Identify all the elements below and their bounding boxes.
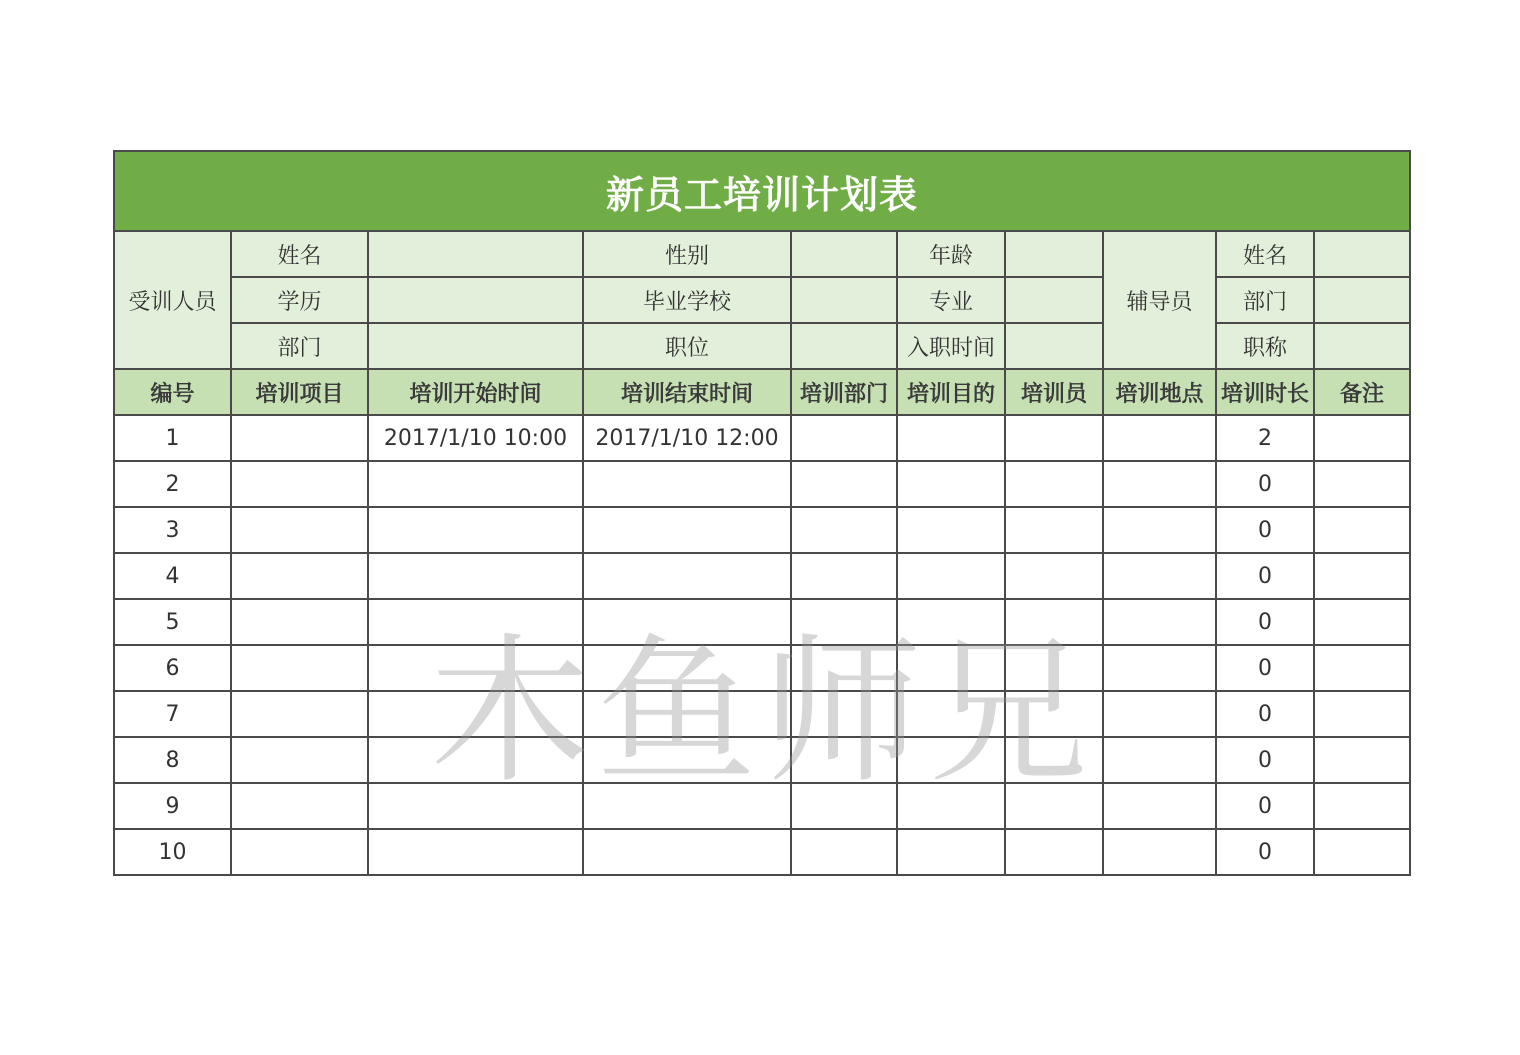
table-cell[interactable] xyxy=(1005,645,1103,691)
table-cell[interactable] xyxy=(1005,461,1103,507)
table-cell[interactable] xyxy=(1314,829,1410,875)
table-cell[interactable] xyxy=(583,553,791,599)
column-header: 编号 xyxy=(114,369,231,415)
table-cell[interactable]: 0 xyxy=(1216,507,1314,553)
table-cell[interactable] xyxy=(583,599,791,645)
table-cell[interactable] xyxy=(897,507,1005,553)
table-cell[interactable] xyxy=(1005,737,1103,783)
trainee-age-value[interactable] xyxy=(1005,231,1103,277)
table-cell[interactable] xyxy=(368,645,583,691)
table-cell[interactable] xyxy=(583,507,791,553)
table-cell[interactable]: 0 xyxy=(1216,599,1314,645)
trainee-group-label: 受训人员 xyxy=(114,231,231,369)
table-cell[interactable] xyxy=(1005,599,1103,645)
table-cell[interactable] xyxy=(1005,415,1103,461)
mentor-title-value[interactable] xyxy=(1314,323,1410,369)
mentor-department-value[interactable] xyxy=(1314,277,1410,323)
table-cell[interactable] xyxy=(897,691,1005,737)
table-cell[interactable] xyxy=(1005,691,1103,737)
table-cell[interactable]: 0 xyxy=(1216,783,1314,829)
table-cell[interactable] xyxy=(897,783,1005,829)
table-cell[interactable]: 5 xyxy=(114,599,231,645)
table-cell[interactable] xyxy=(897,553,1005,599)
table-cell[interactable] xyxy=(791,599,897,645)
table-cell[interactable] xyxy=(791,737,897,783)
trainee-gender-label: 性别 xyxy=(583,231,791,277)
column-header: 培训时长 xyxy=(1216,369,1314,415)
trainee-gender-value[interactable] xyxy=(791,231,897,277)
table-cell[interactable] xyxy=(1103,553,1216,599)
table-cell[interactable] xyxy=(897,737,1005,783)
trainee-hire-date-label: 入职时间 xyxy=(897,323,1005,369)
table-cell[interactable] xyxy=(583,645,791,691)
table-cell[interactable] xyxy=(231,415,368,461)
table-cell[interactable] xyxy=(1103,599,1216,645)
table-cell[interactable]: 8 xyxy=(114,737,231,783)
training-plan-table xyxy=(113,150,1411,876)
trainee-department-value[interactable] xyxy=(368,323,583,369)
table-cell[interactable] xyxy=(1103,829,1216,875)
trainee-department-label: 部门 xyxy=(231,323,368,369)
table-cell[interactable] xyxy=(791,783,897,829)
table-row xyxy=(114,415,1410,461)
trainee-age-label: 年龄 xyxy=(897,231,1005,277)
table-cell[interactable] xyxy=(583,829,791,875)
table-cell[interactable] xyxy=(1005,553,1103,599)
trainee-school-label: 毕业学校 xyxy=(583,277,791,323)
table-cell[interactable] xyxy=(1314,553,1410,599)
column-header: 培训员 xyxy=(1005,369,1103,415)
table-cell[interactable] xyxy=(368,829,583,875)
table-cell[interactable]: 2017/1/10 12:00 xyxy=(583,415,791,461)
table-cell[interactable] xyxy=(1103,645,1216,691)
mentor-department-label: 部门 xyxy=(1216,277,1314,323)
trainee-major-label: 专业 xyxy=(897,277,1005,323)
table-cell[interactable]: 10 xyxy=(114,829,231,875)
table-row xyxy=(114,829,1410,875)
table-row xyxy=(114,553,1410,599)
mentor-title-label: 职称 xyxy=(1216,323,1314,369)
column-header: 培训结束时间 xyxy=(583,369,791,415)
table-cell[interactable]: 0 xyxy=(1216,553,1314,599)
table-cell[interactable] xyxy=(231,829,368,875)
info-row-3 xyxy=(114,323,1410,369)
table-cell[interactable]: 0 xyxy=(1216,691,1314,737)
column-header: 培训地点 xyxy=(1103,369,1216,415)
trainee-name-value[interactable] xyxy=(368,231,583,277)
info-row-2 xyxy=(114,277,1410,323)
table-cell[interactable] xyxy=(1103,461,1216,507)
table-cell[interactable]: 0 xyxy=(1216,829,1314,875)
table-cell[interactable]: 3 xyxy=(114,507,231,553)
table-cell[interactable] xyxy=(583,691,791,737)
table-cell[interactable] xyxy=(791,553,897,599)
table-row xyxy=(114,461,1410,507)
table-cell[interactable] xyxy=(583,737,791,783)
trainee-position-label: 职位 xyxy=(583,323,791,369)
table-cell[interactable] xyxy=(368,599,583,645)
table-cell[interactable]: 9 xyxy=(114,783,231,829)
table-cell[interactable] xyxy=(1103,691,1216,737)
table-cell[interactable] xyxy=(1314,737,1410,783)
table-cell[interactable] xyxy=(583,783,791,829)
table-row xyxy=(114,645,1410,691)
table-cell[interactable] xyxy=(1103,737,1216,783)
table-cell[interactable] xyxy=(791,461,897,507)
table-cell[interactable] xyxy=(231,783,368,829)
table-cell[interactable] xyxy=(1314,599,1410,645)
table-cell[interactable] xyxy=(791,691,897,737)
table-cell[interactable]: 4 xyxy=(114,553,231,599)
table-cell[interactable] xyxy=(231,461,368,507)
table-cell[interactable]: 0 xyxy=(1216,737,1314,783)
table-cell[interactable] xyxy=(368,507,583,553)
table-cell[interactable]: 2 xyxy=(1216,415,1314,461)
table-cell[interactable] xyxy=(368,737,583,783)
table-cell[interactable]: 6 xyxy=(114,645,231,691)
table-cell[interactable] xyxy=(1103,783,1216,829)
table-cell[interactable] xyxy=(897,415,1005,461)
table-cell[interactable] xyxy=(1314,645,1410,691)
table-row xyxy=(114,783,1410,829)
table-cell[interactable] xyxy=(368,691,583,737)
table-cell[interactable] xyxy=(231,507,368,553)
table-cell[interactable] xyxy=(583,461,791,507)
table-cell[interactable] xyxy=(368,783,583,829)
table-cell[interactable] xyxy=(1005,783,1103,829)
table-cell[interactable] xyxy=(231,599,368,645)
table-cell[interactable]: 0 xyxy=(1216,645,1314,691)
table-cell[interactable] xyxy=(368,553,583,599)
table-cell[interactable] xyxy=(791,829,897,875)
column-header: 备注 xyxy=(1314,369,1410,415)
table-cell[interactable] xyxy=(1005,507,1103,553)
table-cell[interactable] xyxy=(1314,461,1410,507)
table-cell[interactable] xyxy=(1314,783,1410,829)
trainee-hire-date-value[interactable] xyxy=(1005,323,1103,369)
table-cell[interactable] xyxy=(231,737,368,783)
table-cell[interactable] xyxy=(1314,507,1410,553)
table-cell[interactable]: 1 xyxy=(114,415,231,461)
info-row-1 xyxy=(114,231,1410,277)
mentor-name-label: 姓名 xyxy=(1216,231,1314,277)
trainee-school-value[interactable] xyxy=(791,277,897,323)
column-header: 培训项目 xyxy=(231,369,368,415)
table-cell[interactable] xyxy=(231,691,368,737)
column-header: 培训部门 xyxy=(791,369,897,415)
table-cell[interactable]: 0 xyxy=(1216,461,1314,507)
table-cell[interactable] xyxy=(231,645,368,691)
table-row xyxy=(114,691,1410,737)
column-header: 培训目的 xyxy=(897,369,1005,415)
trainee-major-value[interactable] xyxy=(1005,277,1103,323)
trainee-position-value[interactable] xyxy=(791,323,897,369)
table-cell[interactable] xyxy=(791,415,897,461)
trainee-education-value[interactable] xyxy=(368,277,583,323)
mentor-name-value[interactable] xyxy=(1314,231,1410,277)
trainee-name-label: 姓名 xyxy=(231,231,368,277)
title-row xyxy=(114,151,1410,231)
table-cell[interactable] xyxy=(1103,507,1216,553)
table-cell[interactable] xyxy=(791,507,897,553)
table-cell[interactable] xyxy=(897,599,1005,645)
table-cell[interactable] xyxy=(231,553,368,599)
table-cell[interactable] xyxy=(791,645,897,691)
table-cell[interactable]: 2017/1/10 10:00 xyxy=(368,415,583,461)
table-cell[interactable] xyxy=(1314,691,1410,737)
table-cell[interactable] xyxy=(897,829,1005,875)
table-cell[interactable] xyxy=(1103,415,1216,461)
table-row xyxy=(114,737,1410,783)
column-header: 培训开始时间 xyxy=(368,369,583,415)
table-cell[interactable] xyxy=(1005,829,1103,875)
table-row xyxy=(114,599,1410,645)
table-cell[interactable] xyxy=(1314,415,1410,461)
sheet-title: 新员工培训计划表 xyxy=(114,151,1410,231)
watermark: 木鱼师兄 xyxy=(430,618,1095,805)
column-header-row xyxy=(114,369,1410,415)
table-cell[interactable]: 2 xyxy=(114,461,231,507)
mentor-group-label: 辅导员 xyxy=(1103,231,1216,369)
table-row xyxy=(114,507,1410,553)
table-cell[interactable] xyxy=(368,461,583,507)
trainee-education-label: 学历 xyxy=(231,277,368,323)
table-cell[interactable] xyxy=(897,645,1005,691)
table-cell[interactable]: 7 xyxy=(114,691,231,737)
table-cell[interactable] xyxy=(897,461,1005,507)
